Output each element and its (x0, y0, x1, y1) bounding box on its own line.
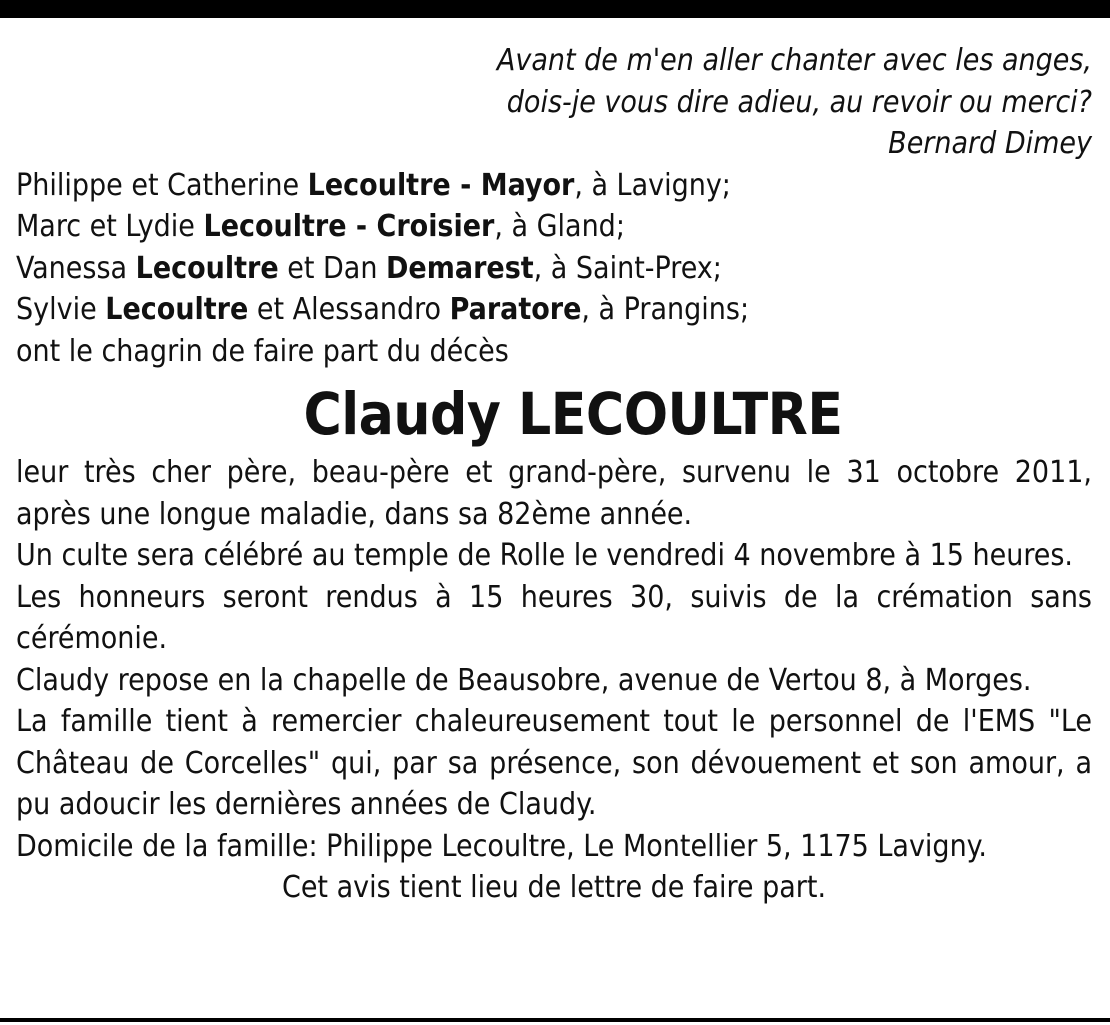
deceased-name: Claudy LECOULTRE (303, 380, 843, 448)
death-details-paragraph: leur très cher père, beau-père et grand-père, survenu le 31 octobre 2011, après une longue maladie, dans sa 82ème année. (16, 455, 1092, 532)
family-address-paragraph: Domicile de la famille: Philippe Lecoultre, Le Montellier 5, 1175 Lavigny. (16, 828, 987, 864)
family-list (16, 165, 1092, 373)
viewing-paragraph: Claudy repose en la chapelle de Beausobre, avenue de Vertou 8, à Morges. (16, 662, 1032, 698)
bottom-border-rule (0, 1018, 1110, 1022)
epigraph-quote (16, 40, 1092, 165)
thanks-paragraph: La famille tient à remercier chaleureusement tout le personnel de l'EMS "Le Château de Corcelles" qui, par sa présence, son dévouement et son amour, a pu adoucir les dernières années de Claudy. (16, 704, 1092, 822)
announcement-line: ont le chagrin de faire part du décès (16, 333, 509, 369)
family-line: Marc et Lydie Lecoultre - Croisier, à Gland; (16, 209, 625, 244)
closing-note: Cet avis tient lieu de lettre de faire part. (281, 870, 827, 905)
family-line: Vanessa Lecoultre et Dan Demarest, à Saint-Prex; (16, 250, 722, 286)
obituary-notice (16, 40, 1092, 909)
service-paragraph: Un culte sera célébré au temple de Rolle le vendredi 4 novembre à 15 heures. (16, 538, 1074, 573)
quote-line-1: Avant de m'en aller chanter avec les anges, (496, 43, 1092, 78)
family-line: Sylvie Lecoultre et Alessandro Paratore, à Prangins; (16, 292, 750, 327)
quote-line-2: dois-je vous dire adieu, au revoir ou merci? (506, 84, 1092, 120)
honours-paragraph: Les honneurs seront rendus à 15 heures 30, suivis de la crémation sans cérémonie. (16, 579, 1092, 656)
quote-author: Bernard Dimey (888, 126, 1092, 161)
family-line: Philippe et Catherine Lecoultre - Mayor, à Lavigny; (16, 167, 731, 203)
top-border-rule (0, 0, 1110, 18)
